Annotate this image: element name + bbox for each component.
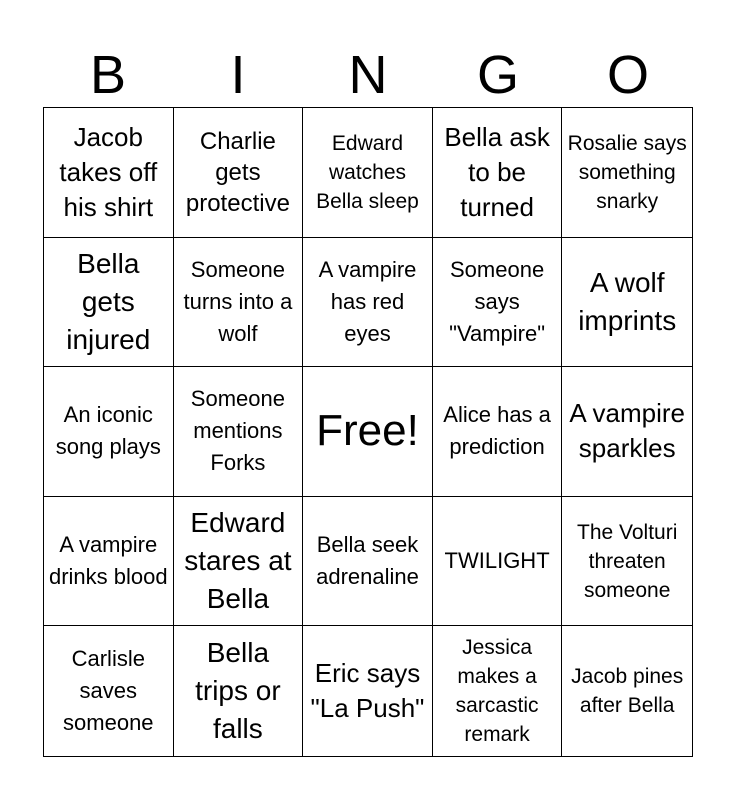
bingo-cell[interactable] [44,497,174,627]
cell-text: A wolf imprints [578,266,677,336]
cell-text: A vampire sparkles [569,398,685,464]
cell-text: Bella seek adrenaline [316,532,419,590]
cell-text: A vampire has red eyes [318,256,417,346]
cell-text: Charlie gets protective [185,127,290,217]
cell-text: Alice has a prediction [443,402,551,460]
cell-text: Jacob pines after Bella [571,665,684,718]
cell-text: An iconic song plays [55,402,161,460]
bingo-cell[interactable] [44,626,174,756]
header-letter-i: I [230,45,246,105]
bingo-cell[interactable] [433,367,563,497]
bingo-cell[interactable] [433,108,563,238]
cell-text: Edward stares at Bella [184,507,292,615]
bingo-header [43,44,693,106]
bingo-cell[interactable] [174,238,304,368]
bingo-cell[interactable] [303,626,433,756]
header-letter-g: G [476,45,519,105]
bingo-cell[interactable] [44,367,174,497]
cell-text: The Volturi threaten someone [577,520,678,602]
bingo-board [43,107,693,757]
free-space-cell[interactable] [303,367,433,497]
header-letter-b: B [89,45,127,105]
bingo-cell[interactable] [174,367,304,497]
cell-text: TWILIGHT [444,548,550,574]
bingo-cell[interactable] [433,626,563,756]
cell-text: A vampire drinks blood [48,532,168,590]
cell-text: Rosalie says something snarky [567,131,687,213]
bingo-cell[interactable] [433,238,563,368]
bingo-cell[interactable] [44,108,174,238]
bingo-cell[interactable] [303,238,433,368]
bingo-cell[interactable] [562,497,692,627]
cell-text: Someone turns into a wolf [183,256,293,346]
cell-text: Someone mentions Forks [190,386,285,476]
bingo-cell[interactable] [174,108,304,238]
bingo-cell[interactable] [562,367,692,497]
cell-text: Carlisle saves someone [63,646,154,736]
cell-text: Someone says "Vampire" [449,256,546,346]
bingo-cell[interactable] [562,238,692,368]
cell-text: Jessica makes a sarcastic remark [455,636,539,747]
cell-text: Bella trips or falls [195,637,281,745]
bingo-cell[interactable] [174,497,304,627]
cell-text: Jacob takes off his shirt [59,121,158,222]
cell-text: Bella gets injured [66,247,151,355]
bingo-cell[interactable] [44,238,174,368]
cell-text: Bella ask to be turned [444,121,550,222]
free-space-text: Free! [316,406,419,456]
bingo-cell[interactable] [174,626,304,756]
bingo-cell[interactable] [562,626,692,756]
header-letter-o: O [606,45,649,105]
bingo-cell[interactable] [562,108,692,238]
bingo-cell[interactable] [433,497,563,627]
bingo-cell[interactable] [303,108,433,238]
header-letter-n: N [348,45,388,105]
bingo-cell[interactable] [303,497,433,627]
cell-text: Eric says "La Push" [310,658,425,724]
cell-text: Edward watches Bella sleep [316,131,419,213]
